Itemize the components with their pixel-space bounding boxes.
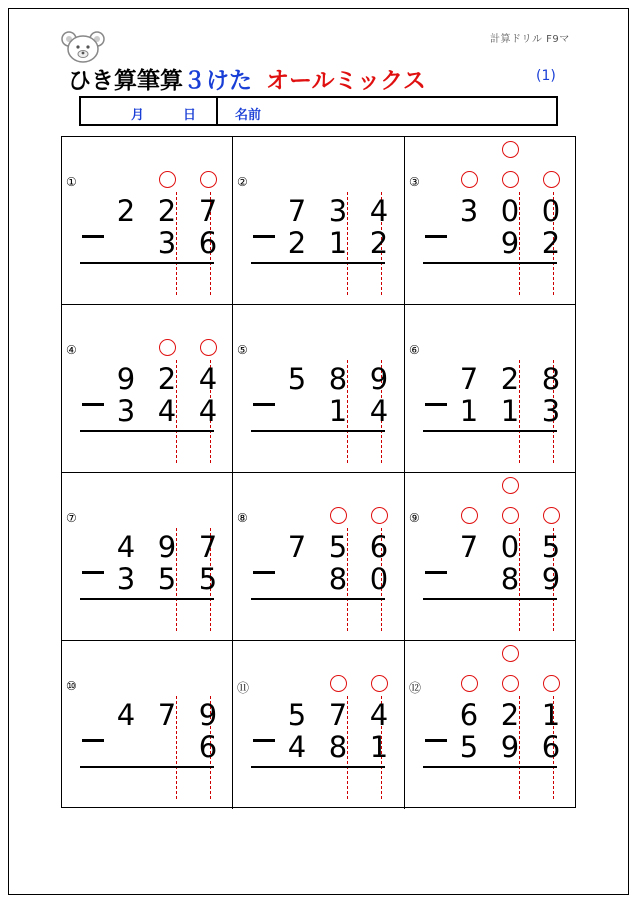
- minuend-digit: 9: [369, 362, 389, 396]
- minus-sign-icon: [253, 571, 275, 574]
- answer-input[interactable]: [108, 265, 218, 295]
- minuend-digit: 4: [198, 362, 218, 396]
- subtrahend-digit: 6: [541, 730, 561, 764]
- borrow-circle-icon[interactable]: [371, 675, 388, 692]
- problem-cell: [62, 641, 233, 809]
- problem-cell: [233, 305, 405, 473]
- subtrahend-digit: 1: [328, 226, 348, 260]
- subtrahend-digit: 3: [116, 394, 136, 428]
- minuend-digit: 2: [500, 362, 520, 396]
- subtrahend-digit: 3: [541, 394, 561, 428]
- minuend-digit: 2: [157, 362, 177, 396]
- minus-sign-icon: [425, 571, 447, 574]
- problem-number: ⑦: [66, 511, 77, 525]
- minuend-digit: 4: [369, 698, 389, 732]
- minuend-digit: 2: [157, 194, 177, 228]
- problem-number: ②: [237, 175, 248, 189]
- day-label: 日: [183, 108, 197, 123]
- borrow-circle-icon[interactable]: [330, 675, 347, 692]
- subtrahend-digit: 2: [287, 226, 307, 260]
- subtrahend-digit: 1: [459, 394, 479, 428]
- borrow-circle-icon[interactable]: [200, 339, 217, 356]
- subtrahend-digit: 3: [116, 562, 136, 596]
- borrow-circle-icon[interactable]: [371, 507, 388, 524]
- borrow-circle-icon[interactable]: [543, 675, 560, 692]
- borrow-circle-icon[interactable]: [159, 339, 176, 356]
- answer-rule: [251, 262, 385, 264]
- subtrahend-digit: 8: [328, 730, 348, 764]
- subtrahend-digit: 1: [369, 730, 389, 764]
- subtrahend-digit: 4: [369, 394, 389, 428]
- borrow-circle-icon[interactable]: [502, 645, 519, 662]
- answer-input[interactable]: [108, 601, 218, 631]
- borrow-circle-icon[interactable]: [461, 171, 478, 188]
- answer-rule: [80, 766, 214, 768]
- minuend-digit: 7: [198, 530, 218, 564]
- minuend-digit: 7: [287, 194, 307, 228]
- problem-cell: [62, 137, 233, 305]
- problem-cell: [233, 641, 405, 809]
- minuend-digit: 9: [116, 362, 136, 396]
- minus-sign-icon: [82, 571, 104, 574]
- borrow-circle-icon[interactable]: [543, 171, 560, 188]
- problem-cell: [62, 473, 233, 641]
- minus-sign-icon: [253, 403, 275, 406]
- subtrahend-digit: 1: [500, 394, 520, 428]
- minuend-digit: 8: [328, 362, 348, 396]
- minuend-digit: 0: [500, 194, 520, 228]
- minuend-digit: 5: [328, 530, 348, 564]
- subtrahend-digit: 3: [157, 226, 177, 260]
- problem-grid: [61, 136, 576, 808]
- problem-cell: [62, 305, 233, 473]
- answer-rule: [80, 598, 214, 600]
- sheet-number: (1): [536, 68, 556, 84]
- borrow-circle-icon[interactable]: [330, 507, 347, 524]
- minuend-digit: 6: [369, 530, 389, 564]
- minus-sign-icon: [82, 739, 104, 742]
- answer-rule: [80, 262, 214, 264]
- subtrahend-digit: 4: [198, 394, 218, 428]
- minuend-digit: 7: [459, 530, 479, 564]
- minuend-digit: 7: [157, 698, 177, 732]
- problem-number: ⑤: [237, 343, 248, 357]
- borrow-circle-icon[interactable]: [200, 171, 217, 188]
- minuend-digit: 1: [541, 698, 561, 732]
- problem-number: ⑨: [409, 511, 420, 525]
- answer-input[interactable]: [451, 265, 561, 295]
- minuend-digit: 7: [328, 698, 348, 732]
- answer-input[interactable]: [451, 601, 561, 631]
- problem-cell: [405, 137, 575, 305]
- minus-sign-icon: [425, 235, 447, 238]
- borrow-circle-icon[interactable]: [502, 507, 519, 524]
- minuend-digit: 2: [500, 698, 520, 732]
- minuend-digit: 7: [287, 530, 307, 564]
- name-box-divider: [216, 98, 218, 124]
- problem-cell: [233, 137, 405, 305]
- minuend-digit: 9: [198, 698, 218, 732]
- borrow-circle-icon[interactable]: [502, 477, 519, 494]
- minuend-digit: 9: [157, 530, 177, 564]
- minuend-digit: 4: [369, 194, 389, 228]
- answer-rule: [80, 430, 214, 432]
- borrow-circle-icon[interactable]: [543, 507, 560, 524]
- minus-sign-icon: [425, 739, 447, 742]
- answer-input[interactable]: [279, 601, 389, 631]
- problem-number: ⑩: [66, 679, 77, 693]
- problem-cell: [233, 473, 405, 641]
- subtrahend-digit: 9: [500, 730, 520, 764]
- answer-rule: [423, 598, 557, 600]
- problem-number: ③: [409, 175, 420, 189]
- worksheet-title: [68, 62, 426, 95]
- borrow-circle-icon[interactable]: [502, 141, 519, 158]
- borrow-circle-icon[interactable]: [502, 171, 519, 188]
- problem-number: ⑪: [237, 681, 250, 695]
- minuend-digit: 5: [541, 530, 561, 564]
- borrow-circle-icon[interactable]: [461, 675, 478, 692]
- name-date-box[interactable]: [79, 96, 558, 126]
- subtrahend-digit: 1: [328, 394, 348, 428]
- problem-cell: [405, 641, 575, 809]
- minus-sign-icon: [253, 739, 275, 742]
- answer-rule: [251, 430, 385, 432]
- minuend-digit: 4: [116, 698, 136, 732]
- title-part-allmix: オールミックス: [266, 68, 426, 94]
- minuend-digit: 5: [287, 698, 307, 732]
- borrow-circle-icon[interactable]: [502, 675, 519, 692]
- answer-rule: [423, 430, 557, 432]
- subtrahend-digit: 6: [198, 226, 218, 260]
- answer-input[interactable]: [279, 265, 389, 295]
- minuend-digit: 7: [198, 194, 218, 228]
- minuend-digit: 4: [116, 530, 136, 564]
- answer-input[interactable]: [451, 769, 561, 799]
- brand-text: 計算ドリル F9マ: [490, 34, 570, 45]
- minuend-digit: 2: [116, 194, 136, 228]
- subtrahend-digit: 0: [369, 562, 389, 596]
- month-label: 月: [131, 108, 145, 123]
- subtrahend-digit: 8: [328, 562, 348, 596]
- name-label: 名前: [235, 108, 262, 123]
- title-part-subtraction: ひき算筆算: [68, 68, 183, 94]
- subtrahend-digit: 5: [459, 730, 479, 764]
- answer-input[interactable]: [279, 433, 389, 463]
- borrow-circle-icon[interactable]: [461, 507, 478, 524]
- subtrahend-digit: 2: [369, 226, 389, 260]
- minus-sign-icon: [425, 403, 447, 406]
- subtrahend-digit: 2: [541, 226, 561, 260]
- problem-number: ⑥: [409, 343, 420, 357]
- subtrahend-digit: 4: [287, 730, 307, 764]
- subtrahend-digit: 9: [500, 226, 520, 260]
- answer-input[interactable]: [108, 433, 218, 463]
- problem-number: ④: [66, 343, 77, 357]
- minuend-digit: 6: [459, 698, 479, 732]
- problem-number: ①: [66, 175, 77, 189]
- answer-rule: [251, 766, 385, 768]
- minus-sign-icon: [82, 403, 104, 406]
- subtrahend-digit: 6: [198, 730, 218, 764]
- answer-input[interactable]: [108, 769, 218, 799]
- answer-input[interactable]: [279, 769, 389, 799]
- subtrahend-digit: 4: [157, 394, 177, 428]
- minuend-digit: 0: [500, 530, 520, 564]
- subtrahend-digit: 5: [157, 562, 177, 596]
- answer-rule: [423, 766, 557, 768]
- minus-sign-icon: [253, 235, 275, 238]
- minus-sign-icon: [82, 235, 104, 238]
- problem-cell: [405, 473, 575, 641]
- problem-number: ⑫: [409, 681, 422, 695]
- borrow-circle-icon[interactable]: [159, 171, 176, 188]
- subtrahend-digit: 9: [541, 562, 561, 596]
- answer-rule: [251, 598, 385, 600]
- minuend-digit: 5: [287, 362, 307, 396]
- minuend-digit: 7: [459, 362, 479, 396]
- subtrahend-digit: 8: [500, 562, 520, 596]
- answer-rule: [423, 262, 557, 264]
- subtrahend-digit: 5: [198, 562, 218, 596]
- minuend-digit: 0: [541, 194, 561, 228]
- minuend-digit: 3: [459, 194, 479, 228]
- minuend-digit: 3: [328, 194, 348, 228]
- problem-number: ⑧: [237, 511, 248, 525]
- title-part-digits: ３けた: [183, 68, 252, 94]
- minuend-digit: 8: [541, 362, 561, 396]
- problem-cell: [405, 305, 575, 473]
- answer-input[interactable]: [451, 433, 561, 463]
